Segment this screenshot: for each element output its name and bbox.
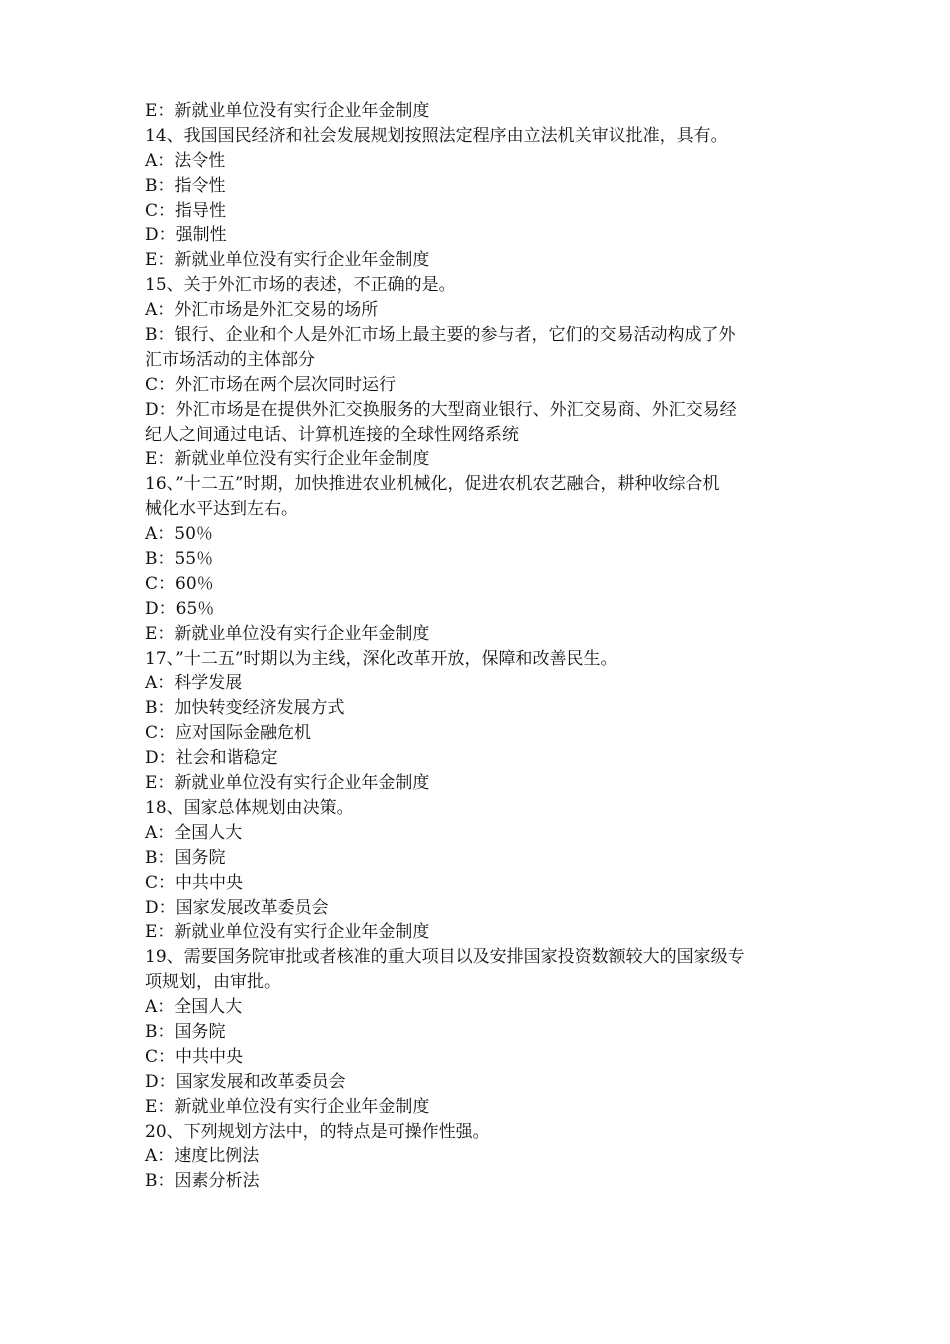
option-line: E：新就业单位没有实行企业年金制度	[145, 449, 430, 470]
option-line: E：新就业单位没有实行企业年金制度	[145, 623, 430, 644]
option-line: B：因素分析法	[145, 1171, 260, 1192]
option-line: E：新就业单位没有实行企业年金制度	[145, 773, 430, 794]
option-line: B：国务院	[145, 1021, 226, 1042]
option-line: D：国家发展改革委员会	[145, 897, 329, 918]
option-line: C：中共中央	[145, 1046, 244, 1067]
option-line: D：强制性	[145, 225, 227, 246]
question-19: 19、需要国务院审批或者核准的重大项目以及安排国家投资数额较大的国家级专	[145, 947, 745, 968]
option-line: B：国务院	[145, 847, 226, 868]
question-16-continuation: 械化水平达到左右。	[145, 499, 298, 520]
option-line: E：新就业单位没有实行企业年金制度	[145, 1096, 430, 1117]
option-line: A：全国人大	[145, 997, 243, 1018]
option-line: C：指导性	[145, 200, 227, 221]
option-line: E：新就业单位没有实行企业年金制度	[145, 250, 430, 271]
option-line-continuation: 汇市场活动的主体部分	[145, 349, 315, 370]
option-line: A：50％	[145, 524, 213, 545]
option-line: A：外汇市场是外汇交易的场所	[145, 300, 379, 321]
option-line: B：指令性	[145, 175, 226, 196]
option-line: D：外汇市场是在提供外汇交换服务的大型商业银行、外汇交易商、外汇交易经	[145, 399, 737, 420]
option-line: B：银行、企业和个人是外汇市场上最主要的参与者，它们的交易活动构成了外	[145, 325, 736, 346]
document-page	[145, 99, 825, 1194]
text-line: E：新就业单位没有实行企业年金制度	[145, 101, 430, 121]
question-17: 17、”十二五”时期以为主线，深化改革开放，保障和改善民生。	[145, 648, 618, 669]
option-line: A：全国人大	[145, 822, 243, 843]
option-line: B：55％	[145, 549, 214, 570]
option-line: C：60％	[145, 573, 214, 594]
option-line: D：65％	[145, 598, 215, 619]
question-15: 15、关于外汇市场的表述，不正确的是。	[145, 275, 456, 296]
option-line: D：社会和谐稳定	[145, 748, 278, 769]
option-line: A：法令性	[145, 150, 226, 171]
question-19-continuation: 项规划，由审批。	[145, 972, 281, 993]
question-14: 14、我国国民经济和社会发展规划按照法定程序由立法机关审议批准，具有。	[145, 125, 728, 146]
option-line: C：应对国际金融危机	[145, 723, 312, 744]
option-line: E：新就业单位没有实行企业年金制度	[145, 922, 430, 943]
option-line: C：中共中央	[145, 872, 244, 893]
question-16: 16、”十二五”时期，加快推进农业机械化，促进农机农艺融合，耕种收综合机	[145, 474, 720, 495]
option-line: A：速度比例法	[145, 1146, 260, 1167]
option-line: A：科学发展	[145, 673, 243, 694]
question-20: 20、下列规划方法中，的特点是可操作性强。	[145, 1121, 490, 1142]
option-line-continuation: 纪人之间通过电话、计算机连接的全球性网络系统	[145, 424, 519, 445]
option-line: D：国家发展和改革委员会	[145, 1071, 346, 1092]
option-line: C：外汇市场在两个层次同时运行	[145, 374, 397, 395]
option-line: B：加快转变经济发展方式	[145, 698, 345, 719]
question-18: 18、国家总体规划由决策。	[145, 797, 354, 818]
